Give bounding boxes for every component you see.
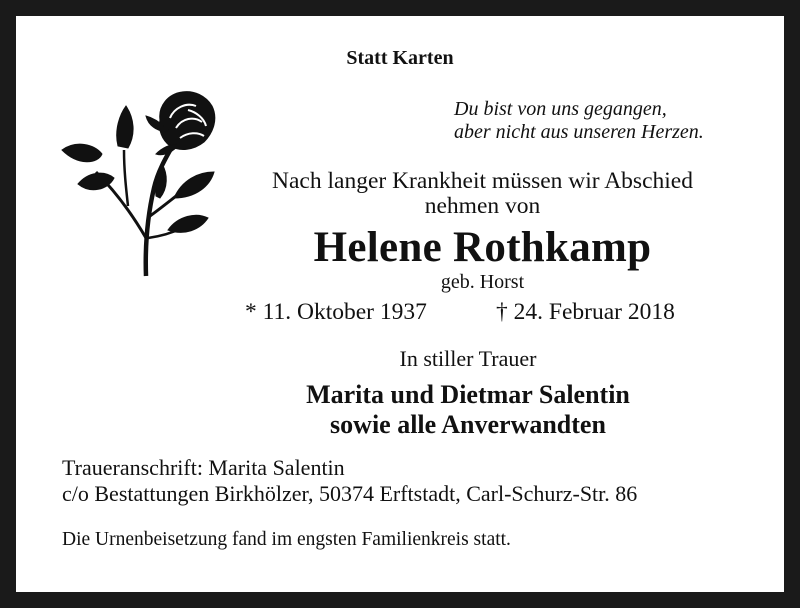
mourners-line-2: sowie alle Anverwandten	[330, 410, 606, 439]
address-line-1: Traueranschrift: Marita Salentin	[62, 455, 345, 480]
address-line-2: c/o Bestattungen Birkhölzer, 50374 Erftstadt, Carl-Schurz-Str. 86	[62, 481, 638, 506]
mourning-line: In stiller Trauer	[399, 346, 537, 371]
verse-line-2: aber nicht aus unseren Herzen.	[454, 121, 704, 143]
burial-note: Die Urnenbeisetzung fand im engsten Familienkreis statt.	[62, 529, 511, 550]
deceased-name: Helene Rothkamp	[313, 224, 652, 271]
rose-icon	[58, 88, 223, 280]
verse-line-1: Du bist von uns gegangen,	[454, 98, 667, 120]
intro-line-1: Nach langer Krankheit müssen wir Abschied	[272, 168, 693, 194]
mourners-line-1: Marita und Dietmar Salentin	[306, 380, 630, 409]
birth-date: * 11. Oktober 1937	[245, 299, 427, 325]
heading: Statt Karten	[346, 47, 454, 69]
intro-line-2: nehmen von	[424, 193, 541, 219]
birth-name: geb. Horst	[440, 271, 525, 293]
death-date: † 24. Februar 2018	[496, 299, 675, 325]
